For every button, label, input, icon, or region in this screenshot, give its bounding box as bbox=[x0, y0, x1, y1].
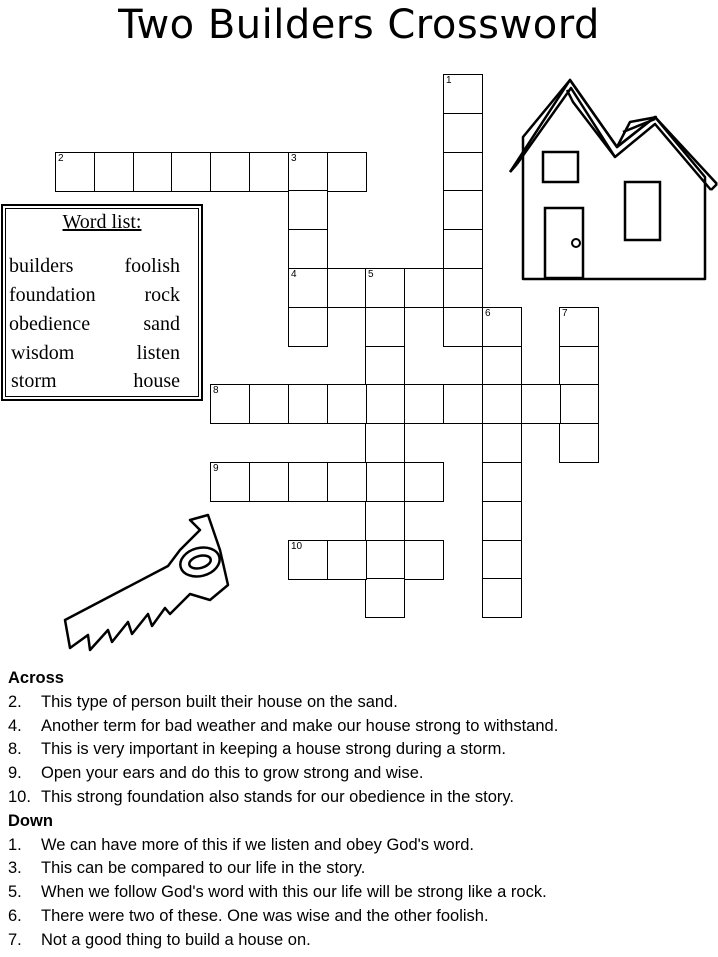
clue-number: 9. bbox=[8, 764, 22, 783]
crossword-cell[interactable] bbox=[327, 384, 367, 424]
crossword-cell[interactable] bbox=[327, 540, 367, 580]
crossword-cell[interactable] bbox=[443, 152, 483, 192]
across-heading: Across bbox=[8, 669, 64, 687]
word-list-box bbox=[1, 204, 203, 401]
crossword-cell[interactable] bbox=[365, 423, 405, 463]
clue-number: 5. bbox=[8, 883, 22, 902]
crossword-cell[interactable] bbox=[482, 540, 522, 580]
crossword-cell[interactable] bbox=[365, 540, 405, 580]
across-clue bbox=[8, 715, 708, 739]
word-list-word: foolish bbox=[124, 255, 180, 277]
crossword-cell[interactable] bbox=[482, 462, 522, 502]
crossword-cell[interactable] bbox=[210, 462, 250, 502]
cell-number: 2 bbox=[58, 153, 64, 164]
crossword-cell[interactable] bbox=[404, 384, 444, 424]
house-icon bbox=[505, 72, 718, 282]
word-list-word: storm bbox=[11, 370, 57, 392]
cell-number: 8 bbox=[213, 385, 219, 396]
crossword-cell[interactable] bbox=[210, 384, 250, 424]
crossword-cell[interactable] bbox=[210, 152, 250, 192]
clue-text: There were two of these. One was wise and the other foolish. bbox=[41, 906, 489, 925]
down-clue bbox=[8, 929, 708, 953]
crossword-cell[interactable] bbox=[365, 578, 405, 618]
across-clue bbox=[8, 786, 708, 810]
word-list-word: house bbox=[133, 370, 180, 392]
clues-section bbox=[8, 667, 708, 953]
saw-icon bbox=[60, 510, 240, 660]
crossword-cell[interactable] bbox=[249, 152, 289, 192]
crossword-cell[interactable] bbox=[521, 384, 561, 424]
across-clue bbox=[8, 691, 708, 715]
crossword-cell[interactable] bbox=[133, 152, 173, 192]
across-clue bbox=[8, 738, 708, 762]
crossword-cell[interactable] bbox=[171, 152, 211, 192]
crossword-cell[interactable] bbox=[327, 462, 367, 502]
clue-number: 7. bbox=[8, 930, 22, 949]
clue-text: We can have more of this if we listen and obey God's word. bbox=[41, 835, 474, 854]
crossword-cell[interactable] bbox=[482, 346, 522, 386]
cell-number: 5 bbox=[368, 269, 374, 280]
crossword-cell[interactable] bbox=[288, 152, 328, 192]
crossword-cell[interactable] bbox=[443, 268, 483, 308]
crossword-cell[interactable] bbox=[288, 307, 328, 347]
page-title: Two Builders Crossword bbox=[118, 2, 600, 48]
crossword-cell[interactable] bbox=[559, 384, 599, 424]
down-clue bbox=[8, 857, 708, 881]
crossword-cell[interactable] bbox=[443, 190, 483, 230]
cell-number: 4 bbox=[291, 269, 297, 280]
word-list-title: Word list: bbox=[62, 211, 142, 233]
crossword-cell[interactable] bbox=[404, 268, 444, 308]
cell-number: 7 bbox=[562, 308, 568, 319]
across-clue bbox=[8, 762, 708, 786]
down-heading: Down bbox=[8, 811, 53, 830]
cell-number: 1 bbox=[446, 75, 452, 86]
down-clue bbox=[8, 881, 708, 905]
down-clue bbox=[8, 905, 708, 929]
crossword-cell[interactable] bbox=[365, 501, 405, 541]
word-list-row bbox=[9, 370, 180, 393]
clue-number: 2. bbox=[8, 692, 22, 711]
word-list-word: builders bbox=[9, 255, 74, 277]
crossword-cell[interactable] bbox=[559, 307, 599, 347]
word-list-word: obedience bbox=[9, 313, 91, 335]
crossword-cell[interactable] bbox=[365, 462, 405, 502]
clue-number: 1. bbox=[8, 835, 22, 854]
crossword-cell[interactable] bbox=[249, 462, 289, 502]
cell-number: 6 bbox=[485, 308, 491, 319]
crossword-cell[interactable] bbox=[365, 268, 405, 308]
crossword-cell[interactable] bbox=[443, 113, 483, 153]
word-list-word: rock bbox=[144, 284, 180, 306]
crossword-cell[interactable] bbox=[404, 540, 444, 580]
crossword-cell[interactable] bbox=[482, 501, 522, 541]
crossword-cell[interactable] bbox=[443, 384, 483, 424]
crossword-cell[interactable] bbox=[365, 384, 405, 424]
crossword-cell[interactable] bbox=[443, 74, 483, 114]
crossword-cell[interactable] bbox=[249, 384, 289, 424]
crossword-cell[interactable] bbox=[288, 190, 328, 230]
crossword-cell[interactable] bbox=[288, 540, 328, 580]
crossword-cell[interactable] bbox=[327, 152, 367, 192]
clue-text: Another term for bad weather and make our house strong to withstand. bbox=[41, 716, 559, 735]
crossword-cell[interactable] bbox=[482, 384, 522, 424]
crossword-cell[interactable] bbox=[559, 346, 599, 386]
crossword-cell[interactable] bbox=[559, 423, 599, 463]
word-list-word: wisdom bbox=[11, 342, 75, 364]
clue-text: Open your ears and do this to grow strong and wise. bbox=[41, 764, 424, 783]
clue-text: This can be compared to our life in the story. bbox=[41, 859, 366, 878]
crossword-cell[interactable] bbox=[443, 229, 483, 269]
word-list-row bbox=[9, 255, 180, 278]
clue-number: 10. bbox=[8, 787, 31, 806]
clue-text: This is very important in keeping a house strong during a storm. bbox=[41, 740, 506, 759]
crossword-cell[interactable] bbox=[327, 268, 367, 308]
crossword-cell[interactable] bbox=[55, 152, 95, 192]
down-clue bbox=[8, 834, 708, 858]
crossword-cell[interactable] bbox=[288, 462, 328, 502]
crossword-cell[interactable] bbox=[365, 307, 405, 347]
word-list-word: foundation bbox=[9, 284, 96, 306]
crossword-cell[interactable] bbox=[482, 307, 522, 347]
crossword-cell[interactable] bbox=[288, 229, 328, 269]
house-window-icon bbox=[625, 182, 660, 240]
word-list-row bbox=[9, 284, 180, 307]
word-list-row bbox=[9, 342, 180, 365]
crossword-cell[interactable] bbox=[482, 578, 522, 618]
crossword-cell[interactable] bbox=[443, 307, 483, 347]
clue-number: 3. bbox=[8, 859, 22, 878]
clue-text: When we follow God's word with this our life will be strong like a rock. bbox=[41, 883, 547, 902]
word-list-word: sand bbox=[143, 313, 180, 335]
cell-number: 10 bbox=[291, 541, 303, 552]
crossword-cell[interactable] bbox=[365, 346, 405, 386]
crossword-cell[interactable] bbox=[288, 384, 328, 424]
crossword-cell[interactable] bbox=[94, 152, 134, 192]
cell-number: 9 bbox=[213, 463, 219, 474]
clue-text: This type of person built their house on the sand. bbox=[41, 692, 398, 711]
clue-number: 4. bbox=[8, 716, 22, 735]
clue-text: This strong foundation also stands for our obedience in the story. bbox=[41, 787, 514, 806]
word-list-row bbox=[9, 313, 180, 336]
clue-text: Not a good thing to build a house on. bbox=[41, 930, 311, 949]
clue-number: 6. bbox=[8, 906, 22, 925]
cell-number: 3 bbox=[291, 153, 297, 164]
clue-number: 8. bbox=[8, 740, 22, 759]
word-list-word: listen bbox=[136, 342, 180, 364]
crossword-cell[interactable] bbox=[404, 462, 444, 502]
house-window-icon bbox=[543, 152, 578, 182]
crossword-cell[interactable] bbox=[482, 423, 522, 463]
crossword-cell[interactable] bbox=[288, 268, 328, 308]
